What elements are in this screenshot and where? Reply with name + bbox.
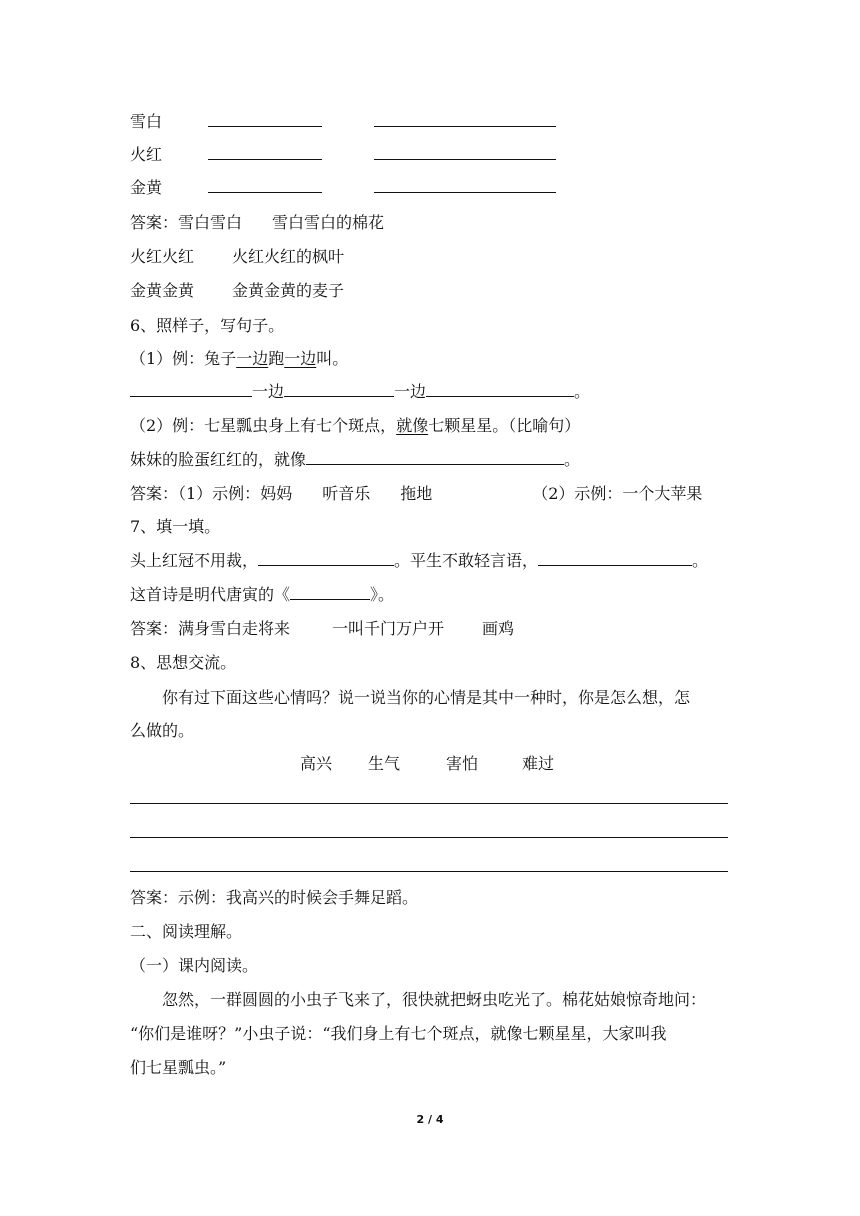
poem-line (130, 549, 708, 573)
answer-text: 金黄金黄 (130, 281, 195, 300)
answer-line (130, 617, 514, 641)
example-sentence (130, 347, 348, 371)
answer-text: 听音乐 (322, 484, 371, 503)
mood-word: 难过 (522, 754, 555, 773)
answer-blank[interactable] (130, 380, 252, 397)
poem-text: 这首诗是明代唐寅的《 (130, 585, 291, 604)
passage-line: 忽然，一群圆圆的小虫子飞来了，很快就把蚜虫吃光了。棉花姑娘惊奇地问： (162, 990, 707, 1009)
answer-blank[interactable] (258, 549, 394, 566)
fill-word: 。 (564, 450, 581, 469)
answer-blank[interactable] (374, 110, 556, 127)
example-text: 七颗星星。（比喻句） (428, 416, 581, 435)
answer-blank[interactable] (374, 176, 556, 193)
poem-text: 头上红冠不用裁， (130, 551, 259, 570)
paragraph-line: 么做的。 (130, 721, 195, 740)
underlined-word: 就像 (396, 416, 429, 435)
answer-blank[interactable] (306, 448, 564, 465)
passage-line: 们七星瓢虫。” (130, 1058, 227, 1077)
question-heading: 7、填一填。 (130, 517, 221, 536)
underlined-word: 一边 (236, 349, 269, 368)
answer-prefix: 答案：（1）示例： (130, 484, 261, 503)
answer-text: 雪白雪白 (178, 213, 243, 232)
subsection-heading: （一）课内阅读。 (130, 956, 259, 975)
fill-word: 一边 (394, 382, 427, 401)
answer-blank[interactable] (374, 143, 556, 160)
mood-word: 生气 (368, 754, 401, 773)
passage-line: “你们是谁呀？”小虫子说：“我们身上有七个斑点，就像七颗星星，大家叫我 (130, 1024, 667, 1043)
answer-text: 火红火红 (130, 247, 195, 266)
answer-text: 满身雪白走将来 (178, 619, 291, 638)
paragraph-line: 你有过下面这些心情吗？说一说当你的心情是其中一种时，你是怎么想，怎 (162, 688, 691, 707)
poem-text: 。 (692, 551, 709, 570)
poem-text: 。平生不敢轻言语， (394, 551, 539, 570)
example-text: 跑 (268, 349, 285, 368)
answer-text: 金黄金黄的麦子 (232, 281, 345, 300)
answer-prefix: 答案： (130, 213, 179, 232)
answer-text: 画鸡 (482, 619, 515, 638)
color-word-row (130, 143, 556, 167)
color-word-row (130, 110, 556, 134)
example-sentence (130, 414, 580, 438)
answer-text: 雪白雪白的棉花 (272, 213, 385, 232)
writing-line[interactable] (130, 837, 728, 838)
answer-blank[interactable] (208, 110, 322, 127)
answer-line (130, 482, 702, 506)
answer-text: 妈妈 (260, 484, 293, 503)
color-word: 金黄 (130, 178, 163, 197)
writing-line[interactable] (130, 871, 728, 872)
fill-sentence (130, 380, 590, 404)
answer-prefix: 答案： (130, 619, 179, 638)
poem-text: 》。 (370, 585, 395, 604)
example-text: （1）例：兔子 (130, 349, 237, 368)
mood-list (300, 752, 554, 776)
color-word-row (130, 176, 556, 200)
answer-blank[interactable] (208, 143, 322, 160)
answer-text: 火红火红的枫叶 (232, 247, 345, 266)
fill-word: 一边 (252, 382, 285, 401)
section-heading: 二、阅读理解。 (130, 922, 243, 941)
fill-word: 妹妹的脸蛋红红的，就像 (130, 450, 307, 469)
answer-blank[interactable] (284, 380, 394, 397)
mood-word: 高兴 (300, 754, 333, 773)
answer-text: 一叫千门万户开 (332, 619, 445, 638)
answer-text: 拖地 (400, 484, 433, 503)
answer-blank[interactable] (426, 380, 574, 397)
answer-line (130, 211, 384, 235)
fill-sentence (130, 448, 580, 472)
answer-blank[interactable] (208, 176, 322, 193)
answer-line (130, 279, 344, 303)
example-text: 叫。 (316, 349, 349, 368)
answer-text: （2）示例：一个大苹果 (532, 484, 703, 503)
answer-blank[interactable] (538, 549, 692, 566)
answer-blank[interactable] (290, 583, 370, 600)
fill-word: 。 (574, 382, 591, 401)
mood-word: 害怕 (446, 754, 479, 773)
answer-line (130, 245, 344, 269)
color-word: 雪白 (130, 112, 163, 131)
question-heading: 8、思想交流。 (130, 653, 237, 672)
example-text: （2）例：七星瓢虫身上有七个斑点， (130, 416, 397, 435)
poem-line (130, 583, 394, 607)
question-heading: 6、照样子，写句子。 (130, 316, 285, 335)
answer-line: 答案：示例：我高兴的时候会手舞足蹈。 (130, 888, 419, 907)
page-number: 2 / 4 (416, 1113, 444, 1126)
color-word: 火红 (130, 145, 163, 164)
writing-line[interactable] (130, 803, 728, 804)
underlined-word: 一边 (284, 349, 317, 368)
